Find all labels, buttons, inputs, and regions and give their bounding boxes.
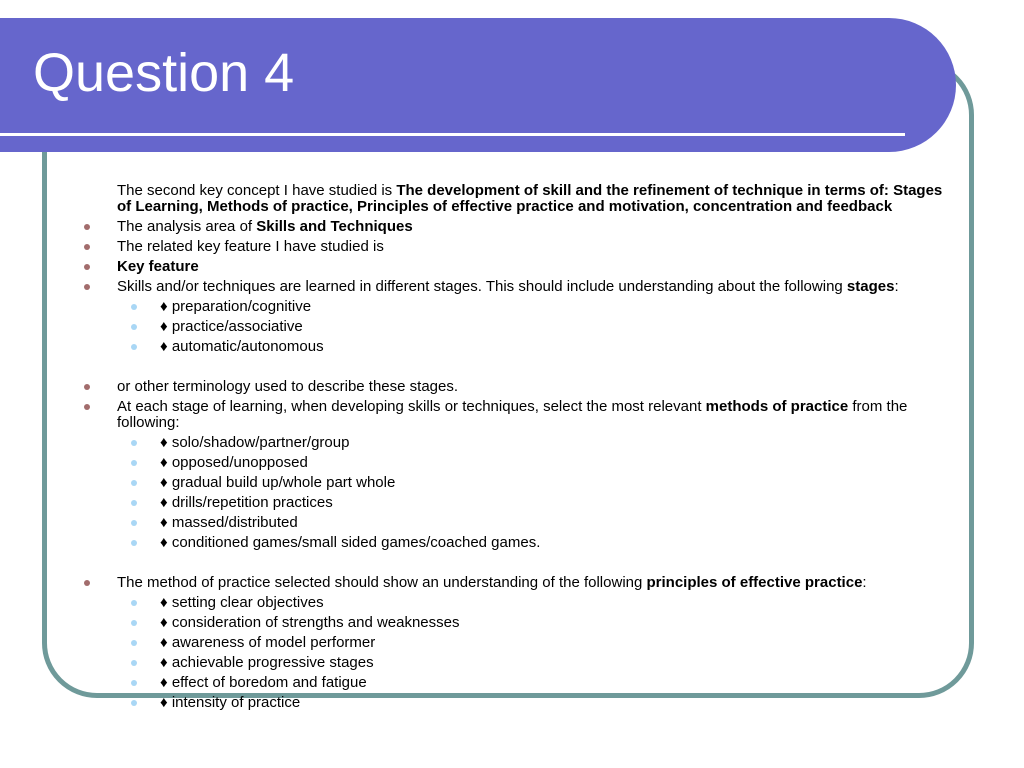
bullet-key-feature	[76, 259, 956, 275]
principles-intro-bold: principles of effective practice	[646, 574, 863, 591]
principles-intro-text: The method of practice selected should show an understanding of the following	[117, 574, 647, 591]
bullet-dot	[84, 404, 90, 410]
bullet-dot	[131, 480, 137, 486]
bullet-dot	[131, 344, 137, 350]
bullet-dot	[131, 324, 137, 330]
list-item	[76, 655, 956, 671]
bullet-dot	[131, 680, 137, 686]
principles-list	[76, 595, 956, 711]
other-terms-text: or other terminology used to describe these stages.	[117, 378, 459, 395]
title-underline	[0, 133, 905, 136]
bullet-dot	[84, 264, 90, 270]
list-item-text: ♦ intensity of practice	[160, 694, 301, 711]
list-item	[76, 495, 956, 511]
list-item-text: ♦ gradual build up/whole part whole	[160, 474, 396, 491]
bullet-related-feature	[76, 239, 956, 255]
bullet-dot	[84, 284, 90, 290]
methods-intro-bold: methods of practice	[705, 398, 849, 415]
principles-intro-suffix: :	[862, 574, 867, 591]
list-item	[76, 475, 956, 491]
stages-intro-bold: stages	[846, 278, 895, 295]
list-item-text: ♦ automatic/autonomous	[160, 338, 324, 355]
bullet-dot	[84, 384, 90, 390]
list-item	[76, 595, 956, 611]
bullet-dot	[131, 304, 137, 310]
spacer	[76, 551, 956, 571]
stages-list	[76, 299, 956, 355]
list-item	[76, 695, 956, 711]
bullet-methods-intro	[76, 399, 956, 431]
list-item-text: ♦ solo/shadow/partner/group	[160, 434, 350, 451]
bullet-dot	[131, 500, 137, 506]
methods-list	[76, 435, 956, 551]
slide-body	[76, 183, 956, 711]
list-item	[76, 675, 956, 691]
bullet-dot	[131, 440, 137, 446]
list-item	[76, 635, 956, 651]
key-feature-text: Key feature	[117, 258, 199, 275]
stages-intro-suffix: :	[894, 278, 899, 295]
list-item-text: ♦ achievable progressive stages	[160, 654, 374, 671]
list-item	[76, 515, 956, 531]
slide-title: Question 4	[33, 43, 295, 103]
list-item-text: ♦ massed/distributed	[160, 514, 298, 531]
intro-bold-text: The development of skill and the refinement of technique in terms of: Stages of Learning, Methods of practice, Principles of effective practice and motivation, concentration and feedback	[117, 182, 943, 215]
list-item-text: ♦ effect of boredom and fatigue	[160, 674, 367, 691]
bullet-dot	[84, 224, 90, 230]
stages-intro-text: Skills and/or techniques are learned in different stages. This should include understanding about the following	[117, 278, 847, 295]
list-item	[76, 339, 956, 355]
bullet-dot	[131, 640, 137, 646]
bullet-dot	[131, 540, 137, 546]
bullet-other-terminology	[76, 379, 956, 395]
list-item	[76, 299, 956, 315]
methods-intro-text: At each stage of learning, when developing skills or techniques, select the most relevant	[117, 398, 706, 415]
bullet-dot	[131, 700, 137, 706]
bullet-analysis-area	[76, 219, 956, 235]
intro-paragraph	[76, 183, 956, 215]
list-item-text: ♦ preparation/cognitive	[160, 298, 312, 315]
bullet-stages-intro	[76, 279, 956, 295]
bullet-principles-intro	[76, 575, 956, 591]
intro-text: The second key concept I have studied is	[117, 182, 397, 199]
bullet-dot	[131, 520, 137, 526]
bullet-dot	[131, 600, 137, 606]
list-item	[76, 615, 956, 631]
list-item	[76, 319, 956, 335]
list-item	[76, 455, 956, 471]
list-item-text: ♦ drills/repetition practices	[160, 494, 333, 511]
bullet-dot	[131, 460, 137, 466]
spacer	[76, 355, 956, 375]
list-item-text: ♦ setting clear objectives	[160, 594, 324, 611]
bullet-dot	[131, 660, 137, 666]
list-item-text: ♦ opposed/unopposed	[160, 454, 308, 471]
list-item	[76, 435, 956, 451]
list-item	[76, 535, 956, 551]
analysis-bold-text: Skills and Techniques	[256, 218, 413, 235]
list-item-text: ♦ practice/associative	[160, 318, 303, 335]
list-item-text: ♦ awareness of model performer	[160, 634, 376, 651]
analysis-text: The analysis area of	[117, 218, 257, 235]
bullet-dot	[131, 620, 137, 626]
list-item-text: ♦ conditioned games/small sided games/coached games.	[160, 534, 541, 551]
methods-intro-suffix: from the following:	[117, 398, 908, 431]
bullet-dot	[84, 244, 90, 250]
related-text: The related key feature I have studied is	[117, 238, 384, 255]
list-item-text: ♦ consideration of strengths and weaknesses	[160, 614, 460, 631]
bullet-dot	[84, 580, 90, 586]
